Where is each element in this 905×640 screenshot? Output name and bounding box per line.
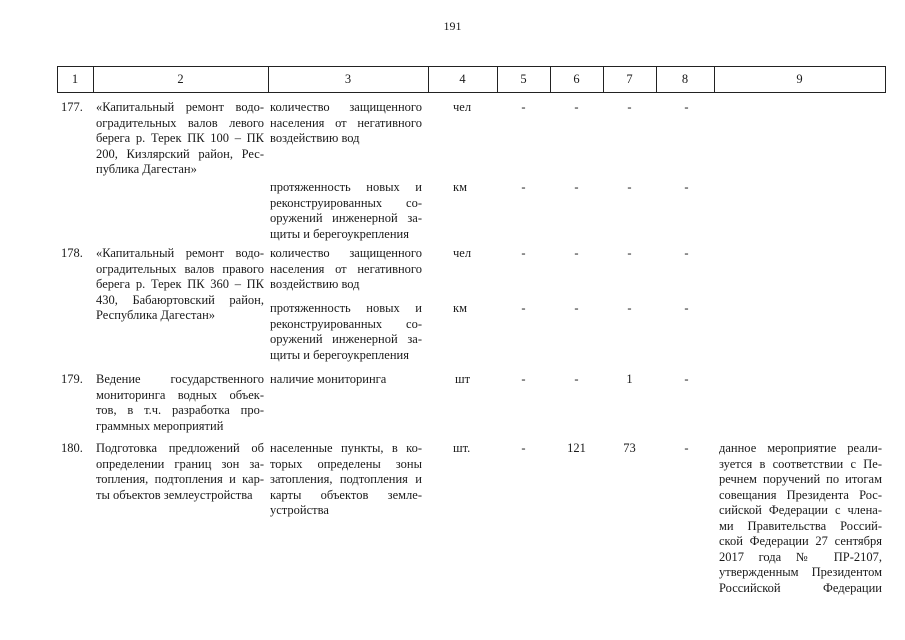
indicator-line: количество защищенного <box>270 100 422 114</box>
indicator-line: воздействию вод <box>270 131 360 145</box>
row-name-line: Республика Дагестан» <box>96 308 216 322</box>
value-col-6: - <box>574 100 579 114</box>
value-col-5: - <box>521 100 526 114</box>
note-line: ми Правительства Россий- <box>719 518 882 533</box>
value-col-6: - <box>574 301 579 315</box>
indicator-line: протяженность новых и <box>270 301 422 315</box>
value-col-8: - <box>684 441 689 455</box>
note-line: данное мероприятие реали- <box>719 441 882 455</box>
note-line: утвержденным Президентом <box>719 565 882 579</box>
value-col-7: 73 <box>623 441 636 455</box>
value-col-8: - <box>684 100 689 114</box>
indicator-line: протяженность новых и <box>270 180 422 194</box>
header-col-8: 8 <box>681 72 689 86</box>
row-name-line: топления, подтопления и кар- <box>96 472 264 486</box>
row-number: 178. <box>61 246 83 260</box>
header-col-3: 3 <box>344 72 352 86</box>
indicator-line: затопления, подтопления и <box>270 472 422 486</box>
header-col-6: 6 <box>573 72 580 86</box>
indicator-line: оружений инженерной за- <box>270 332 422 346</box>
indicator-line: наличие мониторинга <box>270 372 387 386</box>
header-col-1: 1 <box>71 72 79 86</box>
value-col-6: - <box>574 246 579 260</box>
value-col-6: - <box>574 372 579 386</box>
row-name-line: берега р. Терек ПК 360 – ПК <box>96 277 264 291</box>
row-number: 177. <box>61 100 83 114</box>
row-name-line: ты объектов землеустройства <box>96 487 253 502</box>
row-name-line: «Капитальный ремонт водо- <box>96 246 264 260</box>
header-col-4: 4 <box>459 72 466 86</box>
value-col-8: - <box>684 246 689 260</box>
indicator-line: оружений инженерной за- <box>270 211 422 225</box>
value-col-6: - <box>574 180 579 194</box>
indicator-line: населенные пункты, в ко- <box>270 441 422 455</box>
indicator-line: реконструированных со- <box>270 195 422 210</box>
value-col-7: - <box>627 180 632 194</box>
row-name-line: 430, Бабаюртовский район, <box>96 292 264 307</box>
row-name-line: мониторинга водных объек- <box>96 387 264 402</box>
indicator-unit: чел <box>453 100 472 114</box>
value-col-7: - <box>627 100 632 114</box>
header-col-2: 2 <box>177 72 184 86</box>
value-col-8: - <box>684 301 689 315</box>
indicator-line: устройства <box>270 503 329 517</box>
note-line: Российской Федерации <box>719 580 882 595</box>
value-col-5: - <box>521 301 526 315</box>
value-col-7: 1 <box>626 372 633 386</box>
row-number: 180. <box>61 441 83 455</box>
header-col-5: 5 <box>520 72 527 86</box>
row-name-line: определении границ зон за- <box>96 456 264 471</box>
indicator-line: торых определены зоны <box>270 456 422 471</box>
indicator-line: карты объектов земле- <box>270 487 422 502</box>
indicator-line: количество защищенного <box>270 246 422 260</box>
page-number: 191 <box>443 19 462 33</box>
indicator-line: населения от негативного <box>270 115 422 130</box>
indicator-unit: шт. <box>453 441 471 455</box>
indicator-line: щиты и берегоукрепления <box>270 347 409 362</box>
indicator-unit: чел <box>453 246 472 260</box>
indicator-line: населения от негативного <box>270 261 422 276</box>
row-name-line: тов, в т.ч. разработка про- <box>96 403 264 417</box>
row-name-line: оградительных валов правого <box>96 261 264 276</box>
row-name-line: оградительных валов левого <box>96 115 264 130</box>
table-header-bottom-border <box>57 92 885 93</box>
indicator-line: щиты и берегоукрепления <box>270 226 409 241</box>
value-col-8: - <box>684 180 689 194</box>
row-name-line: 200, Кизлярский район, Рес- <box>96 146 264 161</box>
note-line: ской Федерации 27 сентября <box>719 534 882 548</box>
value-col-5: - <box>521 441 526 455</box>
note-line: зуется в соответствии с Пе- <box>719 456 882 471</box>
row-name-line: «Капитальный ремонт водо- <box>96 100 264 114</box>
value-col-7: - <box>627 301 632 315</box>
indicator-unit: шт <box>455 372 471 386</box>
note-line: сийской Федерации с члена- <box>719 503 882 517</box>
row-name-line: граммных мероприятий <box>96 418 224 433</box>
value-col-7: - <box>627 246 632 260</box>
header-col-9: 9 <box>796 72 803 86</box>
indicator-unit: км <box>453 180 467 194</box>
note-line: совещания Президента Рос- <box>719 487 882 502</box>
value-col-6: 121 <box>567 441 586 455</box>
row-name-line: Подготовка предложений об <box>96 441 264 455</box>
row-name-line: берега р. Терек ПК 100 – ПК <box>96 131 264 145</box>
indicator-line: воздействию вод <box>270 277 360 291</box>
note-line: речнем поручений по итогам <box>719 472 882 486</box>
row-name-line: публика Дагестан» <box>96 162 197 176</box>
row-number: 179. <box>61 372 83 386</box>
value-col-5: - <box>521 180 526 194</box>
value-col-8: - <box>684 372 689 386</box>
row-name-line: Ведение государственного <box>96 372 264 386</box>
indicator-line: реконструированных со- <box>270 316 422 331</box>
table-right-border <box>885 66 886 93</box>
value-col-5: - <box>521 372 526 386</box>
value-col-5: - <box>521 246 526 260</box>
note-line: 2017 года № ПР-2107, <box>719 549 882 564</box>
header-col-7: 7 <box>626 72 633 86</box>
indicator-unit: км <box>453 301 467 315</box>
